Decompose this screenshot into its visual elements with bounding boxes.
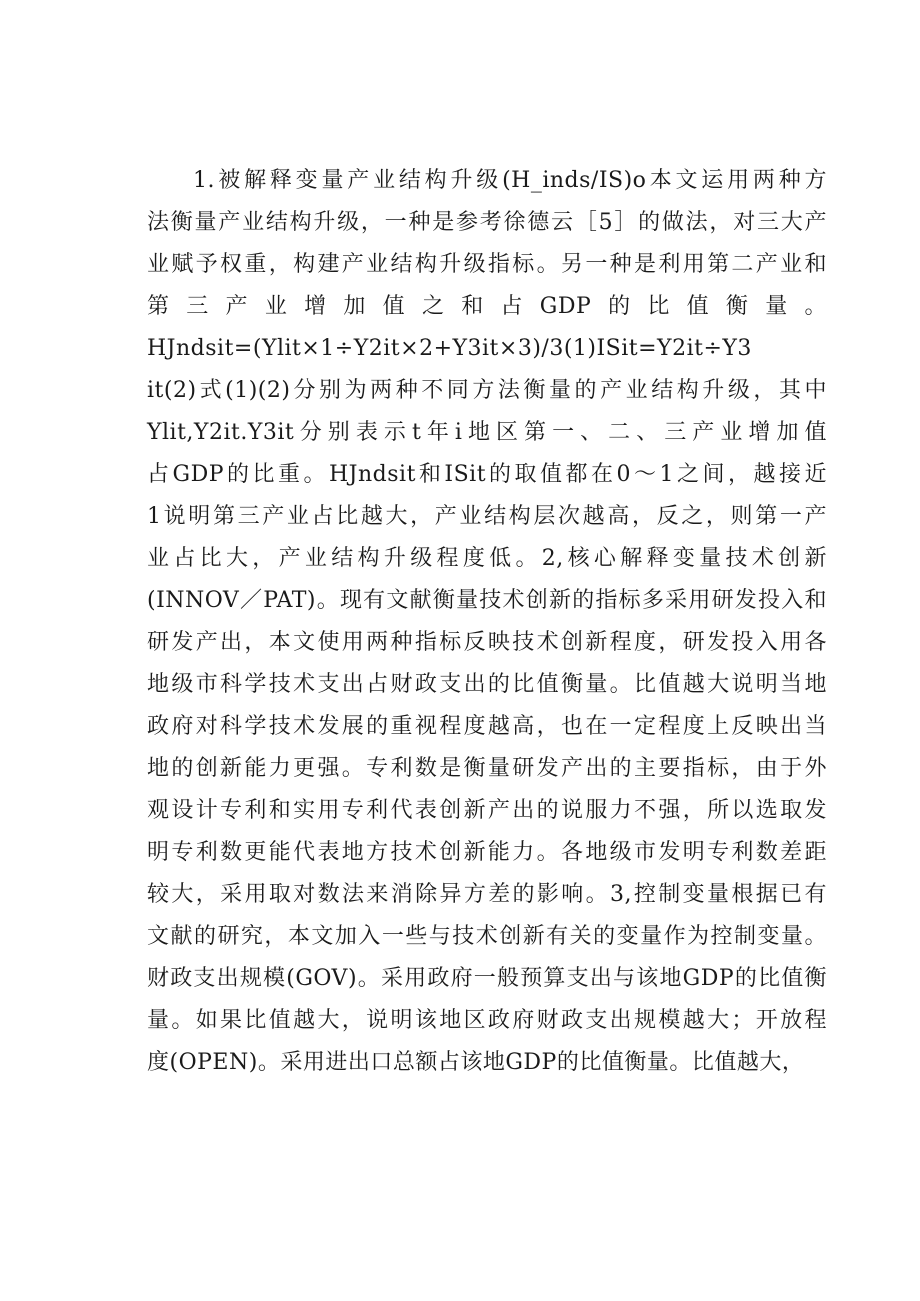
text-line: 1.被解释变量产业结构升级(H_inds/IS)o本文运用两种方	[193, 168, 827, 193]
text-line: 法衡量产业结构升级，一种是参考徐德云［5］的做法，对三大产	[147, 210, 827, 235]
text-line: 明专利数更能代表地方技术创新能力。各地级市发明专利数差距	[147, 840, 827, 865]
text-line: 业赋予权重，构建产业结构升级指标。另一种是利用第二产业和	[147, 252, 827, 277]
text-line: 占GDP的比重。HJndsit和ISit的取值都在0～1之间，越接近	[147, 462, 827, 487]
text-line: it(2)式(1)(2)分别为两种不同方法衡量的产业结构升级，其中	[147, 378, 827, 403]
text-line: 1说明第三产业占比越大，产业结构层次越高，反之，则第一产	[147, 504, 827, 529]
text-line: Ylit,Y2it.Y3it分别表示t年i地区第一、二、三产业增加值	[147, 420, 827, 445]
text-line: (INNOV／PAT)。现有文献衡量技术创新的指标多采用研发投入和	[147, 588, 827, 613]
text-line: 业占比大，产业结构升级程度低。2,核心解释变量技术创新	[147, 546, 827, 571]
text-line: HJndsit=(Ylit×1÷Y2it×2+Y3it×3)/3(1)ISit=Y2it÷Y3	[147, 336, 752, 361]
text-line: 观设计专利和实用专利代表创新产出的说服力不强，所以选取发	[147, 798, 827, 823]
text-line: 地的创新能力更强。专利数是衡量研发产出的主要指标，由于外	[147, 756, 827, 781]
text-line: 财政支出规模(GOV)。采用政府一般预算支出与该地GDP的比值衡	[147, 966, 827, 991]
text-line: 地级市科学技术支出占财政支出的比值衡量。比值越大说明当地	[147, 672, 827, 697]
body-paragraph	[147, 160, 827, 1084]
text-line: 研发产出，本文使用两种指标反映技术创新程度，研发投入用各	[147, 630, 827, 655]
text-line: 第三产业增加值之和占GDP的比值衡量。	[147, 294, 827, 319]
text-line: 度(OPEN)。采用进出口总额占该地GDP的比值衡量。比值越大，	[147, 1050, 805, 1075]
text-line: 较大，采用取对数法来消除异方差的影响。3,控制变量根据已有	[147, 882, 827, 907]
text-line: 量。如果比值越大，说明该地区政府财政支出规模越大；开放程	[147, 1008, 827, 1033]
text-line: 政府对科学技术发展的重视程度越高，也在一定程度上反映出当	[147, 714, 827, 739]
text-line: 文献的研究，本文加入一些与技术创新有关的变量作为控制变量。	[147, 924, 827, 949]
